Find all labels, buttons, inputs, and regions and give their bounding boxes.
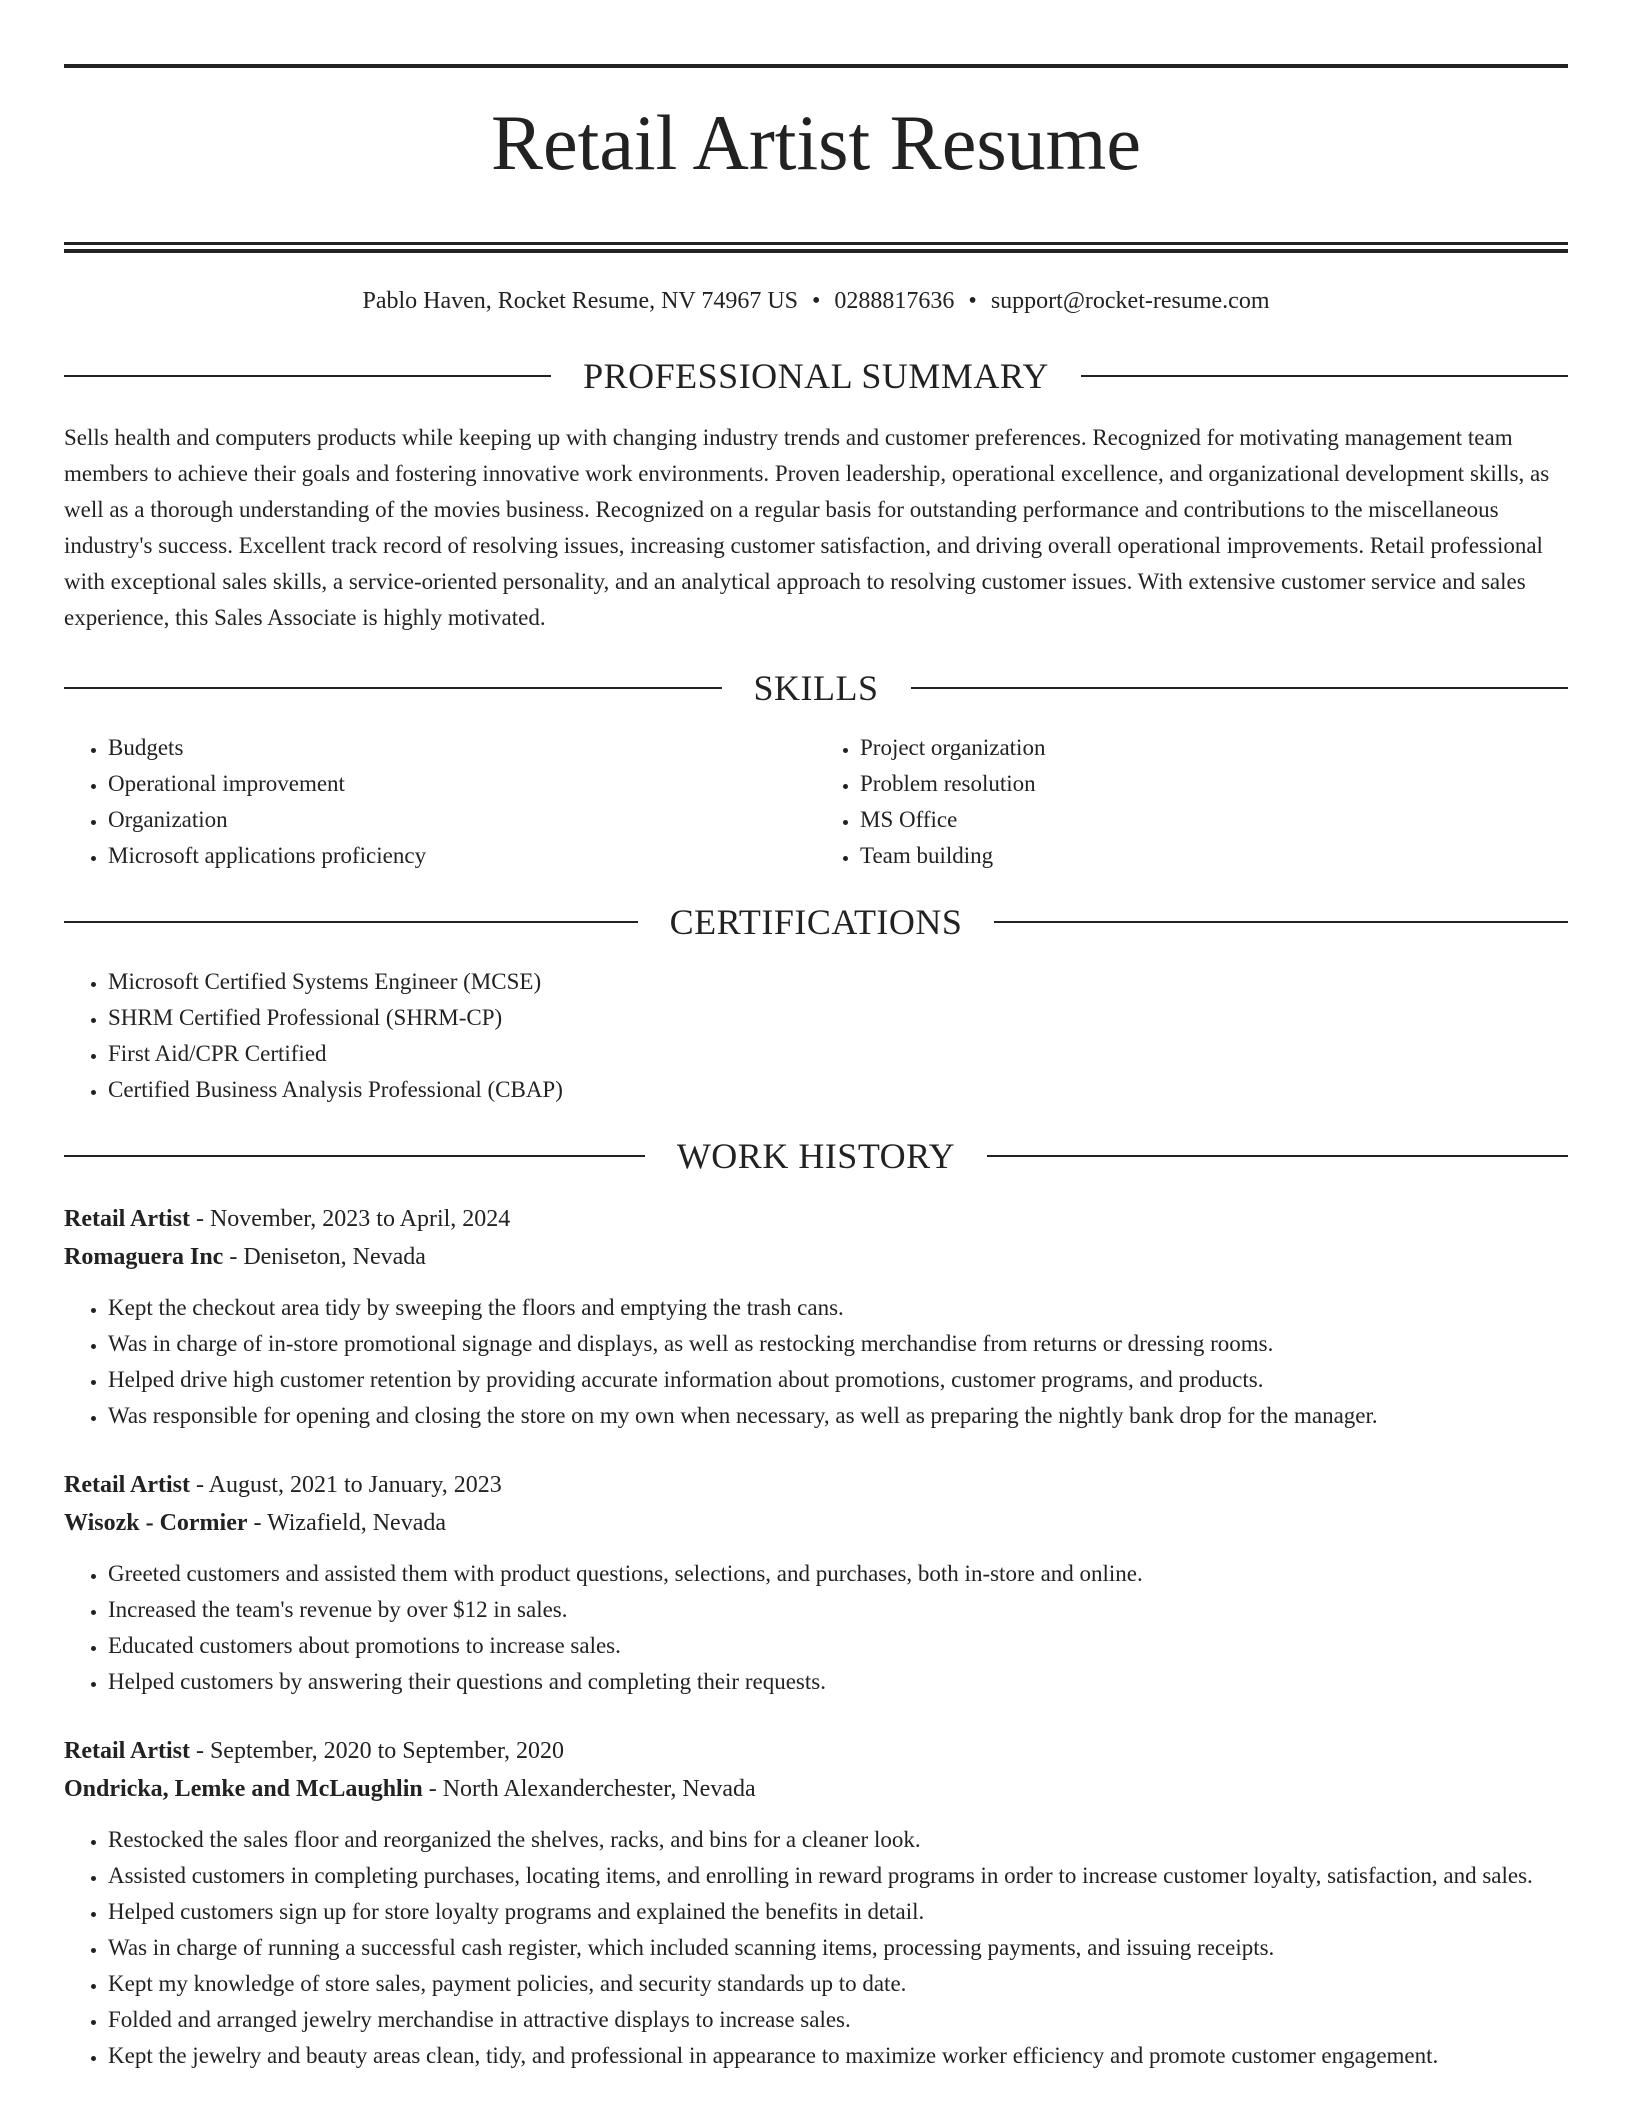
certification-item: • Certified Business Analysis Professional (CBAP) bbox=[108, 1072, 1568, 1108]
certification-item: • First Aid/CPR Certified bbox=[108, 1036, 1568, 1072]
work-history-heading bbox=[64, 1136, 1568, 1176]
job-entry bbox=[64, 1466, 1568, 1700]
skills-title: SKILLS bbox=[753, 668, 879, 709]
skills-column-left bbox=[64, 730, 816, 874]
job-bullet: • Kept the checkout area tidy by sweeping the floors and emptying the trash cans. bbox=[108, 1290, 1568, 1326]
job-location: - Deniseton, Nevada bbox=[223, 1244, 426, 1271]
certifications-title: CERTIFICATIONS bbox=[669, 902, 963, 943]
title-double-rule bbox=[64, 242, 1568, 253]
certification-item: • Microsoft Certified Systems Engineer (MCSE) bbox=[108, 964, 1568, 1000]
skill-item: • Operational improvement bbox=[108, 766, 816, 802]
skill-item: • Microsoft applications proficiency bbox=[108, 838, 816, 874]
top-rule bbox=[64, 64, 1568, 68]
job-role: Retail Artist bbox=[64, 1472, 190, 1499]
contact-email: support@rocket-resume.com bbox=[990, 288, 1270, 315]
job-bullet: • Educated customers about promotions to increase sales. bbox=[108, 1628, 1568, 1664]
job-location: - Wizafield, Nevada bbox=[247, 1510, 447, 1537]
job-company: Romaguera Inc bbox=[64, 1244, 224, 1271]
job-bullet: • Helped customers sign up for store loyalty programs and explained the benefits in detail. bbox=[108, 1894, 1568, 1930]
certifications-list bbox=[64, 964, 1568, 1108]
job-role: Retail Artist bbox=[64, 1738, 190, 1765]
job-bullet: • Increased the team's revenue by over $12 in sales. bbox=[108, 1592, 1568, 1628]
divider-line bbox=[64, 687, 722, 689]
contact-separator: • bbox=[812, 288, 821, 315]
skill-item: • Problem resolution bbox=[860, 766, 1568, 802]
skills-heading bbox=[64, 668, 1568, 708]
skills-column-right bbox=[816, 730, 1568, 874]
job-bullets bbox=[64, 1822, 1568, 2074]
job-role-line bbox=[64, 1200, 1568, 1238]
job-dates: - August, 2021 to January, 2023 bbox=[189, 1472, 502, 1499]
job-company-line bbox=[64, 1238, 1568, 1276]
certifications-heading bbox=[64, 902, 1568, 942]
job-role-line bbox=[64, 1466, 1568, 1504]
skill-item: • Team building bbox=[860, 838, 1568, 874]
divider-line bbox=[1081, 375, 1568, 377]
contact-address: Pablo Haven, Rocket Resume, NV 74967 US bbox=[362, 288, 798, 315]
summary-heading bbox=[64, 356, 1568, 396]
job-bullet: • Was in charge of in-store promotional signage and displays, as well as restocking merchandise from returns or dressing rooms. bbox=[108, 1326, 1568, 1362]
contact-separator: • bbox=[968, 288, 977, 315]
summary-text: Sells health and computers products while keeping up with changing industry trends and customer preferences. Recognized for motivating management team members to achieve their goals and fostering innovative work environments. Proven leadership, operational excellence, and organizational development skills, as well as a thorough understanding of the movies business. Recognized on a regular basis for outstanding performance and contributions to the miscellaneous industry's success. Excellent track record of resolving issues, increasing customer satisfaction, and driving overall operational improvements. Retail professional with exceptional sales skills, a service-oriented personality, and an analytical approach to resolving customer issues. With extensive customer service and sales experience, this Sales Associate is highly motivated. bbox=[64, 425, 1550, 631]
job-bullet: • Restocked the sales floor and reorganized the shelves, racks, and bins for a cleaner look. bbox=[108, 1822, 1568, 1858]
job-bullet: • Greeted customers and assisted them with product questions, selections, and purchases, both in-store and online. bbox=[108, 1556, 1568, 1592]
job-bullet: • Folded and arranged jewelry merchandise in attractive displays to increase sales. bbox=[108, 2002, 1568, 2038]
job-location: - North Alexanderchester, Nevada bbox=[422, 1776, 756, 1803]
divider-line bbox=[911, 687, 1569, 689]
job-bullet: • Helped customers by answering their questions and completing their requests. bbox=[108, 1664, 1568, 1700]
divider-line bbox=[987, 1155, 1568, 1157]
skill-item: • Project organization bbox=[860, 730, 1568, 766]
resume-page bbox=[64, 64, 1568, 2074]
skills-list bbox=[64, 730, 1568, 874]
divider-line bbox=[64, 375, 551, 377]
job-dates: - November, 2023 to April, 2024 bbox=[189, 1206, 511, 1233]
job-company: Ondricka, Lemke and McLaughlin bbox=[64, 1776, 423, 1803]
certification-item: • SHRM Certified Professional (SHRM-CP) bbox=[108, 1000, 1568, 1036]
job-bullets bbox=[64, 1290, 1568, 1434]
contact-phone: 0288817636 bbox=[834, 288, 955, 315]
job-bullet: • Assisted customers in completing purchases, locating items, and enrolling in reward programs in order to increase customer loyalty, satisfaction, and sales. bbox=[108, 1858, 1568, 1894]
job-bullet: • Kept the jewelry and beauty areas clean, tidy, and professional in appearance to maximize worker efficiency and promote customer engagement. bbox=[108, 2038, 1568, 2074]
job-bullet: • Was in charge of running a successful cash register, which included scanning items, processing payments, and issuing receipts. bbox=[108, 1930, 1568, 1966]
skill-item: • Organization bbox=[108, 802, 816, 838]
job-company-line bbox=[64, 1504, 1568, 1542]
job-bullet: • Helped drive high customer retention by providing accurate information about promotions, customer programs, and products. bbox=[108, 1362, 1568, 1398]
job-entry bbox=[64, 1200, 1568, 1434]
divider-line bbox=[994, 921, 1568, 923]
job-company: Wisozk - Cormier bbox=[64, 1510, 248, 1537]
job-company-line bbox=[64, 1770, 1568, 1808]
work-history-title: WORK HISTORY bbox=[676, 1136, 956, 1177]
job-dates: - September, 2020 to September, 2020 bbox=[189, 1738, 564, 1765]
contact-line bbox=[64, 286, 1568, 316]
skill-item: • MS Office bbox=[860, 802, 1568, 838]
divider-line bbox=[64, 1155, 645, 1157]
skill-item: • Budgets bbox=[108, 730, 816, 766]
summary-title: PROFESSIONAL SUMMARY bbox=[583, 356, 1049, 397]
page-title: Retail Artist Resume bbox=[491, 99, 1141, 186]
job-role-line bbox=[64, 1732, 1568, 1770]
job-bullets bbox=[64, 1556, 1568, 1700]
job-entry bbox=[64, 1732, 1568, 2074]
job-bullet: • Kept my knowledge of store sales, payment policies, and security standards up to date. bbox=[108, 1966, 1568, 2002]
job-role: Retail Artist bbox=[64, 1206, 190, 1233]
divider-line bbox=[64, 921, 638, 923]
job-bullet: • Was responsible for opening and closing the store on my own when necessary, as well as preparing the nightly bank drop for the manager. bbox=[108, 1398, 1568, 1434]
